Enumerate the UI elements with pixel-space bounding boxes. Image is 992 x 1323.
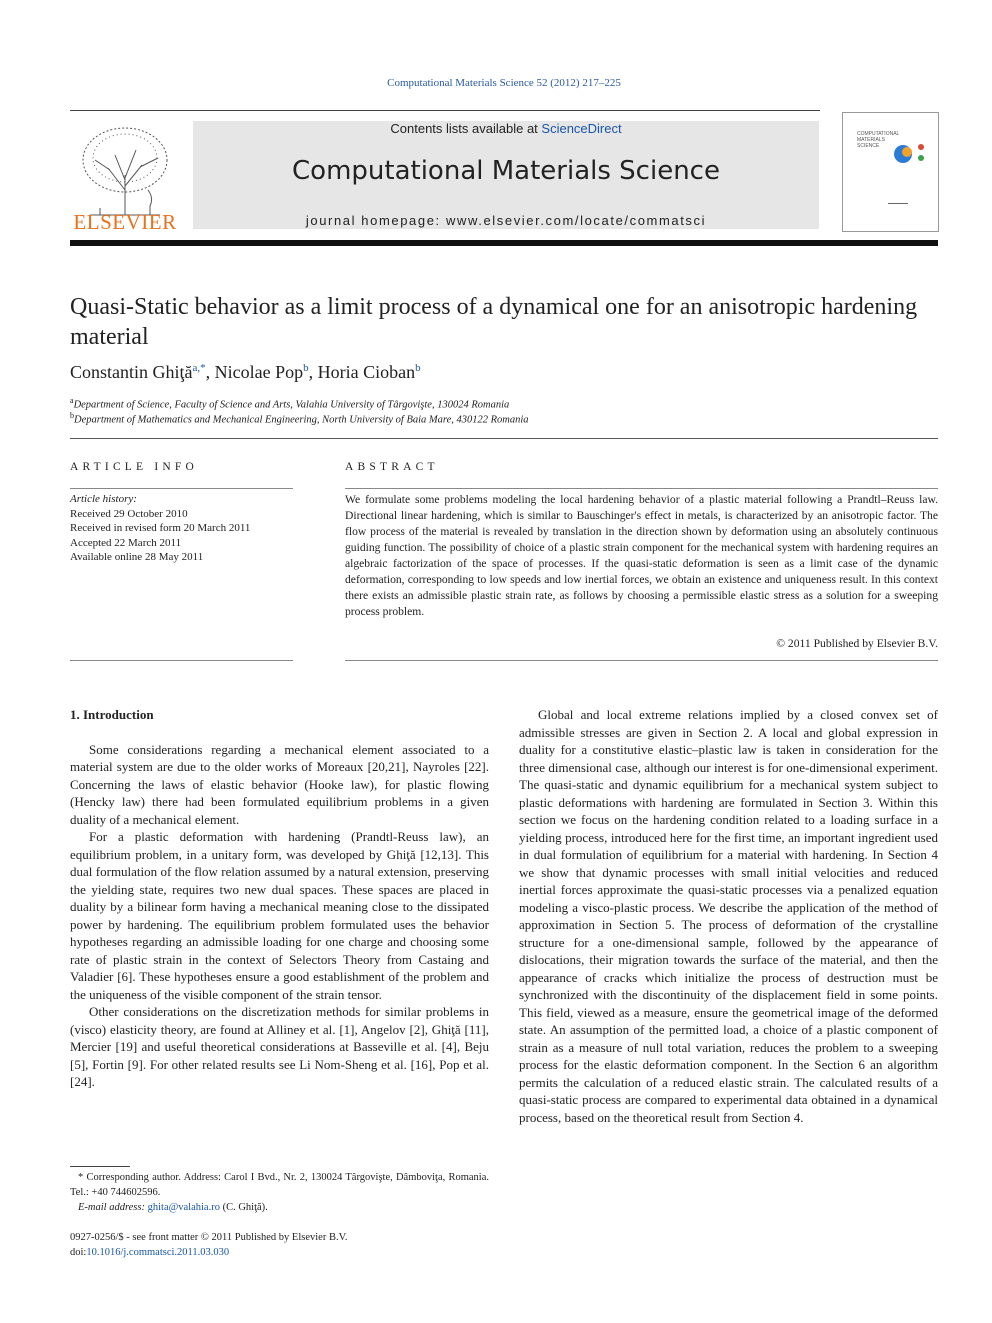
abstract-text: We formulate some problems modeling the local hardening behavior of a plastic material following a Prandtl–Reuss law. Directional linear hardening, which is similar to Bauschinger's effect in metals, is characterized by an anisotropic factor. The flow process of the material is revealed by translation in the direction shown by deformation using an absolutely continuous guiding function. The possibility of choice of a plastic strain component for the mechanical system with hardening requires an algebraic factorization of the space of processes. If the quasi-static deformation is seen as a limit case of the dynamic deformation, corresponding to low speeds and low inertial forces, we obtain an existence and uniqueness result. In this context there exists an admissible plastic strain rate, as follows by choosing a permissible elastic stress as a solution for a sweeping process problem. [345,493,938,618]
divider [70,488,293,489]
doi-label: doi: [70,1247,87,1258]
history-item: Received in revised form 20 March 2011 [70,522,251,534]
affiliation-sup: a [70,396,74,405]
affiliation-b [70,411,529,426]
abstract-heading: ABSTRACT [345,461,439,473]
affiliation-sup: b [70,411,74,420]
corresponding-author-note: * Corresponding author. Address: Carol I Bvd., Nr. 2, 130024 Târgovişte, Dâmboviţa, Romania. Tel.: +40 744602596. [70,1172,489,1198]
cover-title: COMPUTATIONAL MATERIALS SCIENCE [857,131,900,149]
journal-title: Computational Materials Science [292,156,720,186]
affiliation-a [70,396,509,411]
divider [345,660,938,661]
author-sup[interactable]: b [303,362,309,374]
author-list: Constantin Ghiţă$^{a,*}$, Nicolae Pop$^b$, Horia Cioban$^b$ [70,362,421,382]
header-thick-rule [70,240,938,246]
abstract-copyright: © 2011 Published by Elsevier B.V. [776,637,938,650]
history-item: Available online 28 May 2011 [70,551,204,563]
history-label: Article history: [70,493,137,505]
body-paragraph: Some considerations regarding a mechanical element associated to a material system are due to the older works of Moreaux [20,21], Nayroles [22]. Concerning the laws of elastic behavior (Hooke law), for plastic flowing (Hencky law) there had been formulated equilibrium problems in a given duality of a mechanical element. [70,741,489,827]
body-paragraph: Other considerations on the discretization methods for similar problems in (visco) elasticity theory, are found at Alliney et al. [1], Angelov [2], Ghiţă [11], Mercier [19] and useful theoretical considerations at Basseville et al. [4], Beju [5], Fortin [9]. For other related results see Li Nom-Sheng et al. [16], Pop et al. [24]. [70,1004,489,1089]
article-info-heading: ARTICLE INFO [70,461,198,473]
top-rule [70,110,820,111]
homepage-link[interactable]: www.elsevier.com/locate/commatsci [445,213,707,228]
doi-link[interactable]: 10.1016/j.commatsci.2011.03.030 [86,1247,230,1258]
article-title: Quasi-Static behavior as a limit process of a dynamical one for an anisotropic hardening material [70,294,918,350]
elsevier-wordmark: ELSEVIER [73,210,177,234]
author-sup[interactable]: a,* [192,362,206,374]
sciencedirect-link[interactable]: ScienceDirect [541,121,622,136]
section-heading: 1. Introduction [70,707,154,722]
homepage-prefix: journal homepage: [305,213,446,228]
author-name[interactable]: Horia Cioban [317,362,416,382]
body-paragraph: For a plastic deformation with hardening (Prandtl-Reuss law), an equilibrium problem, in a unitary form, was developed by Ghiţă [12,13]. This dual formulation of the flow relation assumed by a natural extension, preserving the yielding state, requires two new dual spaces. These spaces are placed in duality by a bilinear form having a mechanical meaning close to the dissipated power by hardening. The equilibrium problem formulated uses the behavior hypotheses regarding an admissible loading for one charge and choosing some rate of plastic strain in the context of Selectors Theory from Castaing and Valadier [6]. These hypotheses ensure a good establishment of the problem and the uniqueness of the visible component of the strain tensor. [70,829,489,1002]
email-label: E-mail address: [78,1202,148,1213]
email-suffix: (C. Ghiţă). [219,1202,268,1213]
divider [70,660,293,661]
contents-prefix: Contents lists available at [390,121,542,136]
body-right-column [519,706,938,1126]
issn-line: 0927-0256/$ - see front matter © 2011 Published by Elsevier B.V. [70,1232,348,1243]
email-link[interactable]: ghita@valahia.ro [147,1202,220,1213]
author-sup[interactable]: b [415,362,421,374]
issn-block [70,1230,347,1260]
author-name[interactable]: Nicolae Pop [214,362,304,382]
footnote [70,1170,489,1215]
journal-citation[interactable]: Computational Materials Science 52 (2012) 217–225 [387,77,621,89]
divider [345,488,938,489]
divider [70,438,938,439]
article-history [70,492,293,565]
contents-line [193,121,819,136]
author-name[interactable]: Constantin Ghiţă [70,362,193,382]
history-item: Received 29 October 2010 [70,507,188,520]
body-paragraph: Global and local extreme relations implied by a closed convex set of admissible stresses are given in Section 2. A local and global expression in duality for a constitutive elastic–plastic law is taken in consideration for the three dimensional case, although our interest is for one-dimensional experiment. The quasi-static and dynamic equilibrium for a mechanical system subject to plastic deformations with hardening are formulated in Section 3. Within this section we focus on the hardening condition related to a loading surface in a yielding process, introduced here for the first time, an important ingredient used in dual formulation of equilibrium for a material with hardening. In Section 4 we show that dynamic processes with small initial velocities and reduced inertial forces approximate the quasi-static processes via a penalized equation modeling a visco-plastic process. We describe the application of the method of approximation in Section 5. The process of deformation of the crystalline structure for a one-dimensional sample, followed by the appearance of dislocations, their migration towards the surface of the material, and then the appearance of cracks which initialize the process of destruction must be synchronized with the discontinuity of the displacement field in some points. This field, viewed as a measure, ensure the geometrical image of the deformed state. An assumption of the permitted load, a choice of a plastic component of strain as a measure of null total variation, reduces the problem to a sweeping process for the elastic deformation component. In the Section 6 an algorithm permits the calculation of a reduced elastic strain. The calculated results of a quasi-static process are compared to experimental data obtained in a dynamical process, based on the theoretical result from Section 4. [519,707,938,1125]
history-item: Accepted 22 March 2011 [70,536,182,549]
body-left-column [70,706,489,1091]
cover-graphic-icon [891,138,931,170]
journal-cover-thumbnail[interactable] [842,112,939,232]
journal-homepage [193,213,819,228]
footnote-rule [70,1166,130,1167]
affiliation-text: Department of Science, Faculty of Science and Arts, Valahia University of Târgovişte, 130024 Romania [73,399,510,411]
affiliation-text: Department of Mathematics and Mechanical Engineering, North University of Baia Mare, 430122 Romania [74,414,529,426]
cover-rule [888,203,908,204]
